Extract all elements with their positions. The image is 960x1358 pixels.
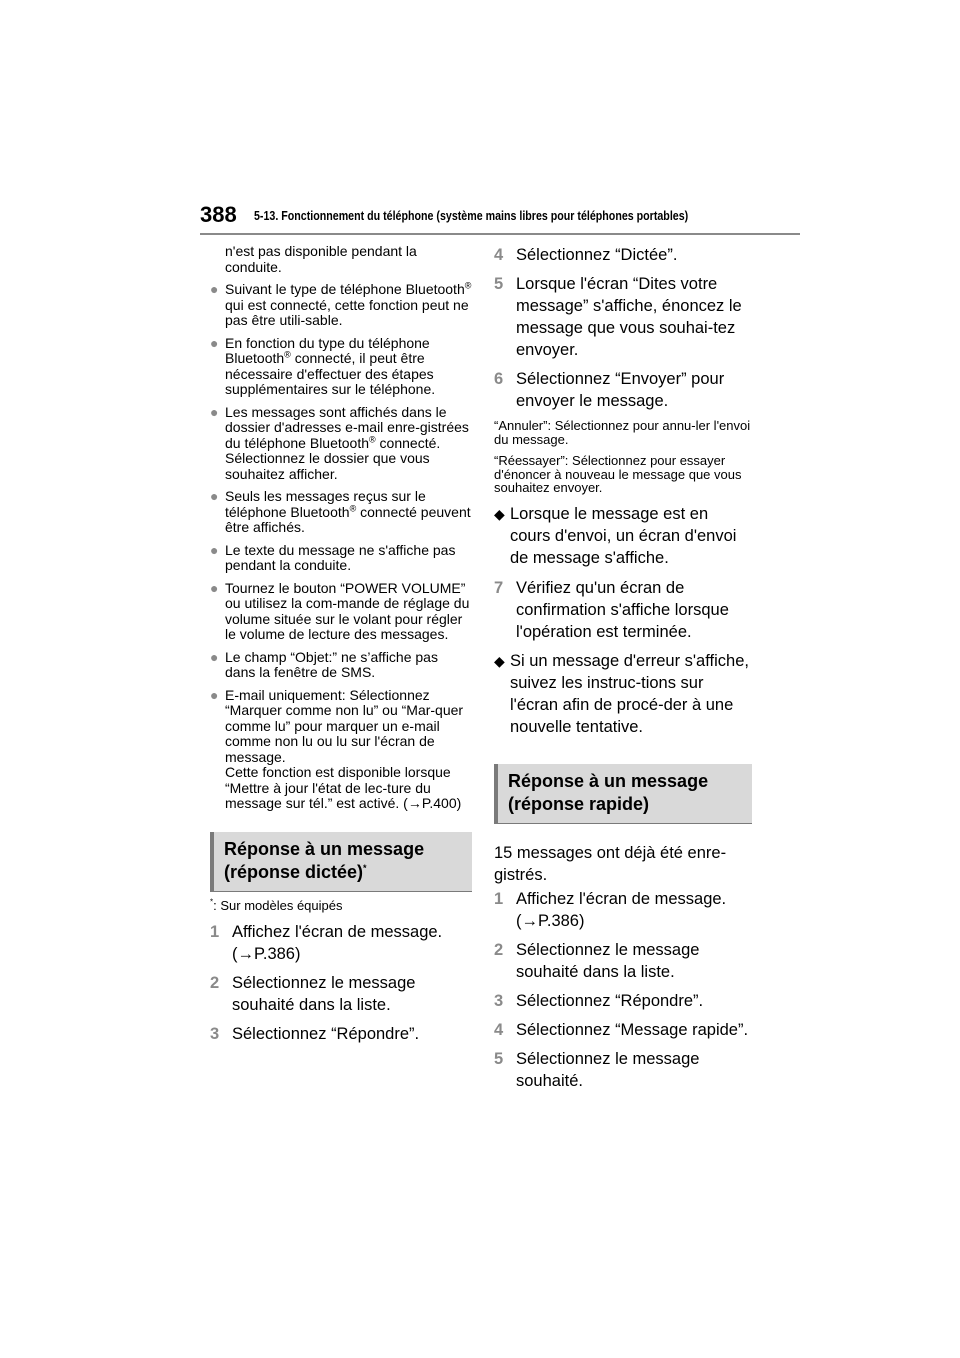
bullet-icon: ● <box>210 541 219 558</box>
note-item: ● Les messages sont affichés dans le dossier d'adresses e-mail enre-gistrées du téléphone Bluetooth® connecté. Sélectionnez le dossier que vous souhaitez afficher. <box>210 403 469 482</box>
step-item: 6 Sélectionnez “Envoyer” pour envoyer le message. <box>494 370 725 410</box>
note-continuation: n'est pas disponible pendant la conduite. <box>225 243 417 275</box>
intro-text: 15 messages ont déjà été enre-gistrés. <box>494 843 727 884</box>
footnote: *: Sur modèles équipés <box>210 897 343 913</box>
step-item: 2 Sélectionnez le message souhaité dans la liste. <box>494 940 700 981</box>
bullet-icon: ● <box>210 334 219 351</box>
right-column <box>494 244 752 1099</box>
bullet-icon: ● <box>210 686 219 703</box>
step-item: 7 Vérifiez qu'un écran de confirmation s'affiche lorsque l'opération est terminée. <box>494 578 729 641</box>
note-item: ● En fonction du type du téléphone Bluetooth® connecté, il peut être nécessaire d'effectuer des étapes supplémentaires sur le téléphone. <box>210 334 436 397</box>
left-column <box>210 244 472 1052</box>
step-item: 4 Sélectionnez “Message rapide”. <box>494 1020 749 1039</box>
header-divider <box>200 233 800 235</box>
diamond-icon: ◆ <box>494 652 505 669</box>
bullet-icon: ● <box>210 579 219 596</box>
diamond-icon: ◆ <box>494 505 505 522</box>
step-item: 5 Lorsque l'écran “Dites votre message” s'affiche, énoncez le message que vous souhai-tez envoyer. <box>494 275 742 359</box>
note-item: ● Seuls les messages reçus sur le téléphone Bluetooth® connecté peuvent être affichés. <box>210 488 471 535</box>
section-heading-quick-reply: Réponse à un message (réponse rapide) <box>494 764 752 824</box>
diamond-item: ◆ Si un message d'erreur s'affiche, suivez les instruc-tions sur l'écran afin de procé-der à une nouvelle tentative. <box>494 651 749 736</box>
note-item: ● E-mail uniquement: Sélectionnez “Marquer comme non lu” ou “Mar-quer comme lu” pour marquer un e-mail comme non lu ou lu sur l'écran de message. <box>210 686 464 765</box>
bullet-icon: ● <box>210 648 219 665</box>
note-item-continuation: Cette fonction est disponible lorsque “Mettre à jour l'état de lec-ture du message sur tél.” est activé. (→P.400) <box>225 764 462 811</box>
step-item: 3 Sélectionnez “Répondre”. <box>210 1024 420 1043</box>
step-item: 2 Sélectionnez le message souhaité dans la liste. <box>210 973 416 1014</box>
section-heading-dictation: Réponse à un message (réponse dictée)* <box>210 832 472 892</box>
note-item: ● Le champ “Objet:” ne s’affiche pas dans la fenêtre de SMS. <box>210 648 438 680</box>
bullet-icon: ● <box>210 403 219 420</box>
step-item: 1 Affichez l'écran de message. (→P.386) <box>210 922 443 963</box>
chapter-title: 5-13. Fonctionnement du téléphone (système mains libres pour téléphones portables) <box>254 208 689 223</box>
option-annuler: “Annuler”: Sélectionnez pour annu-ler l'envoi du message. <box>494 418 751 447</box>
page-number: 388 <box>200 202 237 227</box>
bullet-icon: ● <box>210 488 219 504</box>
option-reessayer: “Réessayer”: Sélectionnez pour essayer d'énoncer à nouveau le message que vous souhaitez envoyer. <box>494 453 742 495</box>
step-item: 1 Affichez l'écran de message. (→P.386) <box>494 889 727 930</box>
note-item: ● Tournez le bouton “POWER VOLUME” ou utilisez la com-mande de réglage du volume située sur le volant pour régler le volume de lecture des messages. <box>210 579 470 642</box>
step-item: 5 Sélectionnez le message souhaité. <box>494 1049 700 1090</box>
page-header <box>200 202 800 236</box>
bullet-icon: ● <box>210 281 219 297</box>
note-item: ● Suivant le type de téléphone Bluetooth® qui est connecté, cette fonction peut ne pas être utili-sable. <box>210 280 472 328</box>
step-item: 3 Sélectionnez “Répondre”. <box>494 991 704 1010</box>
arrow-icon: → <box>407 795 422 811</box>
diamond-item: ◆ Lorsque le message est en cours d'envoi, un écran d'envoi de message s'affiche. <box>494 504 737 567</box>
step-item: 4 Sélectionnez “Dictée”. <box>494 246 678 264</box>
note-item: ● Le texte du message ne s'affiche pas pendant la conduite. <box>210 541 456 573</box>
